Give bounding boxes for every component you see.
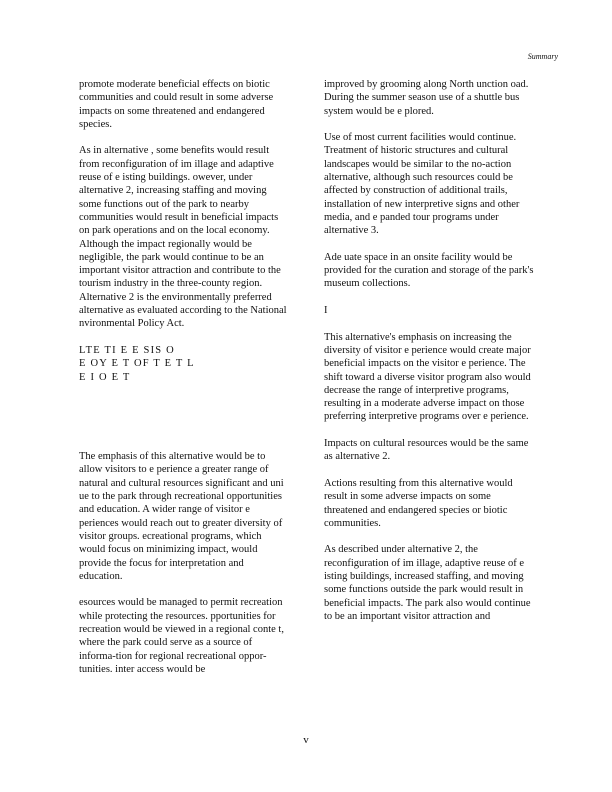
heading-line: E I O E T	[79, 371, 131, 383]
paragraph: improved by grooming along North unction oad. During the summer season use of a shuttle bus system would be e plored.	[324, 79, 529, 117]
section-heading: I	[324, 305, 329, 317]
paragraph: This alternative's emphasis on increasing the diversity of visitor e perience would create major beneficial impacts on the visitor e perience. The shift toward a diverse visitor program also would decrease the range of interpretive programs, resulting in a moderate adverse impact on those preferring interpretive programs over e perience.	[324, 331, 531, 423]
paragraph: As described under alternative 2, the reconfiguration of im illage, adaptive reuse of e isting buildings, increased staffing, and moving some functions outside the park would result in beneficial impacts. The park also would continue to be an important visitor attraction and	[324, 544, 531, 622]
paragraph: esources would be managed to permit recreation while protecting the resources. pportunities for recreation would be viewed in a regional conte t, where the park could serve as a source of informa-tion for regional recreational oppor-tunities. inter access would be	[79, 597, 284, 675]
paragraph: Use of most current facilities would continue. Treatment of historic structures and cultural landscapes would be similar to the no-action alternative, although such resources could be affected by construction of additional trails, installation of new interpretive signs and other media, and e panded tour programs under alternative 3.	[324, 132, 520, 237]
spacer	[79, 397, 289, 450]
paragraph: Impacts on cultural resources would be the same as alternative 2.	[324, 438, 529, 463]
paragraph: promote moderate beneficial effects on biotic communities and could result in some adverse impacts on some threatened and endangered species.	[79, 79, 274, 130]
heading-line: E OY E T OF T E T L	[79, 358, 195, 370]
section-heading	[79, 344, 289, 384]
page-number: v	[303, 734, 309, 746]
left-column	[79, 78, 289, 689]
paragraph: As in alternative , some benefits would result from reconfiguration of im illage and adaptive reuse of e isting buildings. owever, under alternative 2, increasing staffing and moving some functions out of the park to nearby communities would result in beneficial impacts on park operations and on the local economy. Although the impact regionally would be negligible, the park would continue to be an important visitor attraction and contribute to the tourism industry in the three-county region. Alternative 2 is the environmentally preferred alternative as evaluated according to the National nvironmental Policy Act.	[79, 145, 287, 330]
paragraph: The emphasis of this alternative would be to allow visitors to e perience a greater range of natural and cultural resources significant and uni ue to the park through recreational opportunities and education. A wider range of visitor e periences would reach out to greater diversity of visitor groups. ecreational programs, which would focus on minimizing impact, would provide the focus for interpretation and education.	[79, 451, 284, 582]
heading-line: LTE TI E E SIS O	[79, 344, 175, 356]
right-column	[324, 78, 536, 636]
paragraph: Ade uate space in an onsite facility would be provided for the curation and storage of the park's museum collections.	[324, 251, 534, 290]
paragraph: Actions resulting from this alternative would result in some adverse impacts on some threatened and endangered species or biotic communities.	[324, 477, 513, 529]
running-header: Summary	[527, 52, 558, 61]
